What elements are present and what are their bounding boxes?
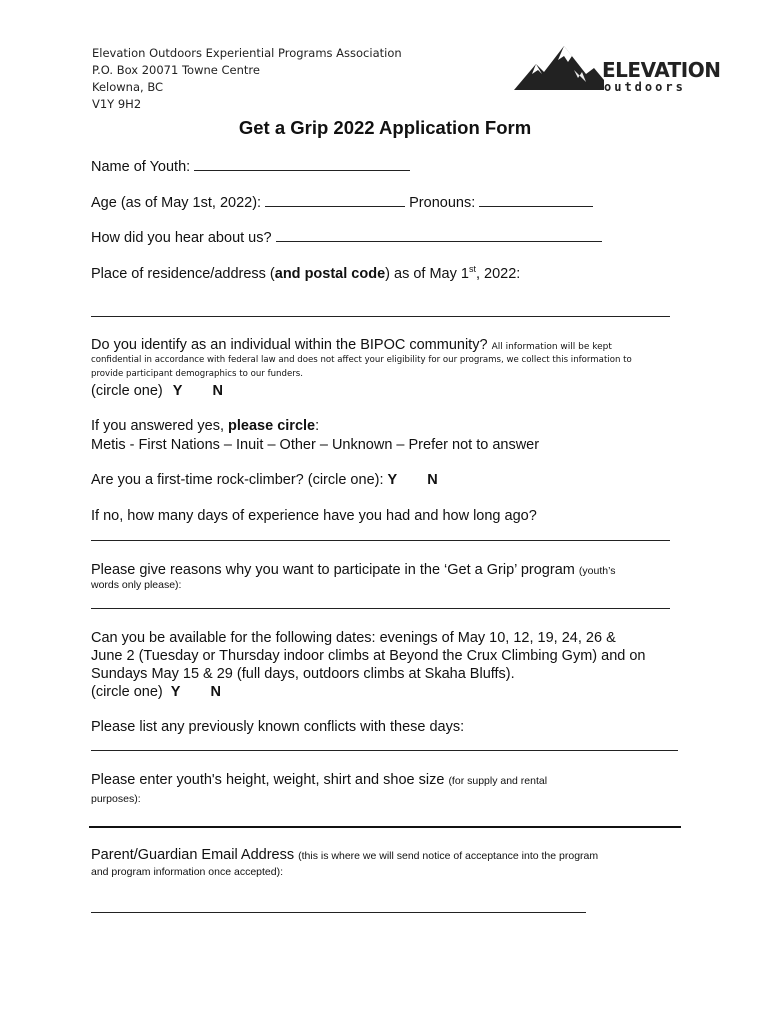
org-name: Elevation Outdoors Experiential Programs Association xyxy=(92,46,402,60)
name-label: Name of Youth: xyxy=(91,159,191,175)
reasons-note-a: (youth’s xyxy=(578,565,616,577)
email-field[interactable] xyxy=(91,912,586,913)
bipoc-if-yes: If you answered yes, xyxy=(91,418,224,434)
climber-no-option[interactable]: N xyxy=(427,472,438,488)
residence-prefix: Place of residence/address ( xyxy=(91,265,275,282)
reasons-row xyxy=(91,562,615,578)
bipoc-if-yes-row xyxy=(91,418,319,434)
age-label: Age (as of May 1st, 2022): xyxy=(91,195,262,211)
age-field[interactable] xyxy=(265,194,405,207)
bipoc-please-circle: please circle xyxy=(228,418,316,434)
sizes-note-b: purposes): xyxy=(91,793,141,805)
residence-suffix: , 2022: xyxy=(475,265,521,282)
form-title: Get a Grip 2022 Application Form xyxy=(238,117,532,138)
climber-question: Are you a first-time rock-climber? (circle one): xyxy=(91,472,384,488)
availability-yes-option[interactable]: Y xyxy=(170,684,181,700)
availability-circle-label: (circle one) xyxy=(91,684,163,700)
bipoc-no-option[interactable]: N xyxy=(212,383,223,399)
availability-line-1: Can you be available for the following dates: evenings of May 10, 12, 19, 24, 26 & xyxy=(91,630,616,646)
hear-row xyxy=(91,229,602,246)
name-row xyxy=(91,158,410,175)
bipoc-note-2: confidential in accordance with federal law and does not affect your eligibility for our programs, we collect this information to xyxy=(91,355,632,365)
bipoc-colon: : xyxy=(315,418,320,434)
sizes-row xyxy=(91,772,547,788)
mountain-icon xyxy=(514,44,604,94)
climber-yes-option[interactable]: Y xyxy=(387,472,398,488)
city: Kelowna, BC xyxy=(92,80,164,94)
pronouns-label: Pronouns: xyxy=(409,195,476,211)
residence-label xyxy=(91,264,520,282)
experience-field[interactable] xyxy=(91,540,670,541)
experience-question: If no, how many days of experience have you had and how long ago? xyxy=(91,508,537,524)
residence-sup: st xyxy=(468,264,476,274)
logo-text-bottom: outdoors xyxy=(604,80,686,94)
email-question: Parent/Guardian Email Address xyxy=(91,847,295,863)
sizes-note-a: (for supply and rental xyxy=(448,775,548,787)
residence-bold: and postal code xyxy=(274,265,386,282)
availability-line-3: Sundays May 15 & 29 (full days, outdoors climbs at Skaha Bluffs). xyxy=(91,666,515,682)
po-box: P.O. Box 20071 Towne Centre xyxy=(92,63,260,77)
bipoc-question-row xyxy=(91,337,612,353)
bipoc-yes-option[interactable]: Y xyxy=(172,383,183,399)
conflicts-field[interactable] xyxy=(91,750,678,751)
postal-code: V1Y 9H2 xyxy=(92,97,142,111)
climber-row xyxy=(91,472,438,488)
reasons-question: Please give reasons why you want to participate in the ‘Get a Grip’ program xyxy=(91,562,575,578)
conflicts-question: Please list any previously known conflicts with these days: xyxy=(91,719,465,735)
residence-field[interactable] xyxy=(91,316,670,317)
hear-label: How did you hear about us? xyxy=(91,230,272,246)
bipoc-circle-row xyxy=(91,383,223,399)
hear-field[interactable] xyxy=(276,229,602,242)
name-field[interactable] xyxy=(194,158,410,171)
email-row xyxy=(91,847,598,863)
age-row xyxy=(91,194,593,211)
email-note-b: and program information once accepted): xyxy=(91,866,284,878)
bipoc-options[interactable]: Metis - First Nations – Inuit – Other – Unknown – Prefer not to answer xyxy=(91,437,540,453)
sizes-field[interactable] xyxy=(89,826,681,828)
bipoc-note-1: All information will be kept xyxy=(491,342,612,352)
residence-mid: ) as of May 1 xyxy=(385,265,469,282)
pronouns-field[interactable] xyxy=(479,194,593,207)
bipoc-question: Do you identify as an individual within the BIPOC community? xyxy=(91,337,488,353)
email-note-a: (this is where we will send notice of acceptance into the program xyxy=(298,850,599,862)
logo-text-top: ELEVATION xyxy=(602,58,721,82)
availability-line-2: June 2 (Tuesday or Thursday indoor climbs at Beyond the Crux Climbing Gym) and on xyxy=(91,648,646,664)
availability-circle-row xyxy=(91,684,221,700)
reasons-note-b: words only please): xyxy=(91,579,182,591)
sizes-question: Please enter youth's height, weight, shirt and shoe size xyxy=(91,772,445,788)
bipoc-note-3: provide participant demographics to our funders. xyxy=(91,369,303,379)
availability-no-option[interactable]: N xyxy=(210,684,221,700)
elevation-logo xyxy=(514,44,730,94)
reasons-field[interactable] xyxy=(91,608,670,609)
bipoc-circle-label: (circle one) xyxy=(91,383,163,399)
